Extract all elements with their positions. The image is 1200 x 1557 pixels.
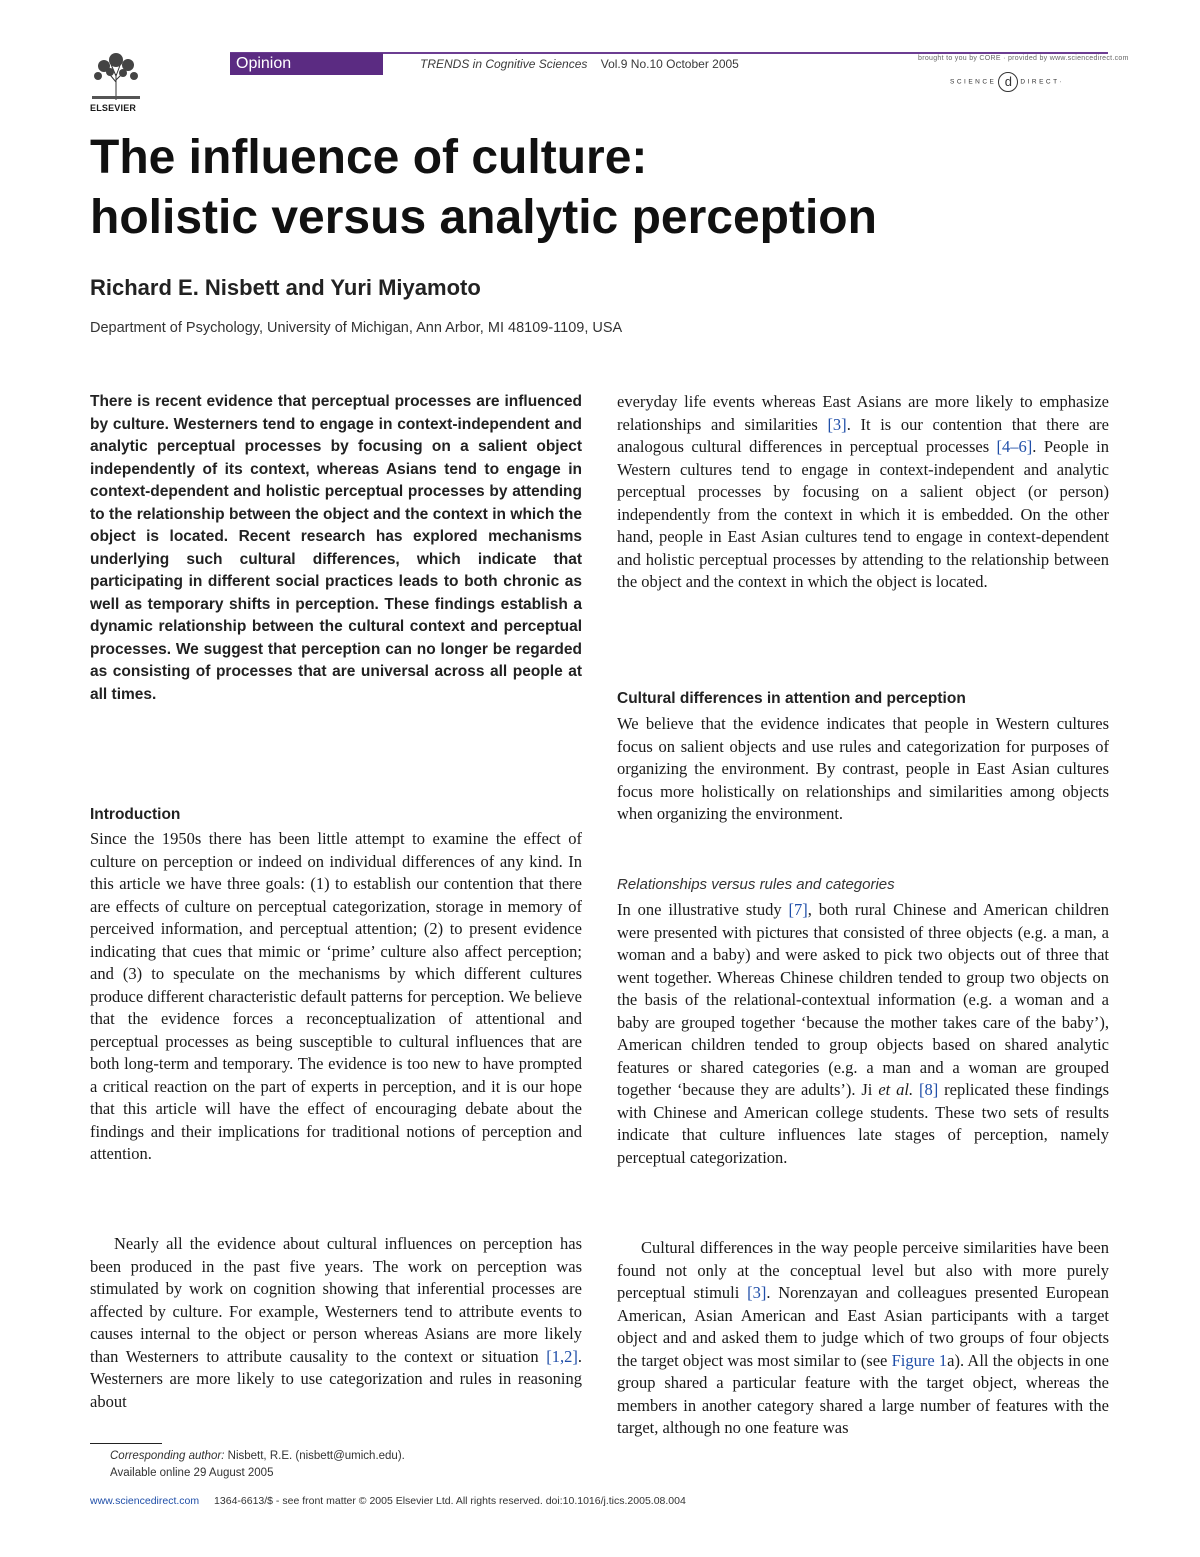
intro-paragraph-1: Since the 1950s there has been little attempt to examine the effect of culture on perception or indeed on individual differences of any kind. In this article we have three goals: (1) to establish our contention that there are effects of culture on perceptual categorization, storage in memory of perceived information, and perceptual attention; (2) to present evidence indicating that cues that mimic or ‘prime’ culture also affect perception; and (3) to speculate on the mechanisms by which different cultures produce different characteristic default patterns for perception. We believe that the evidence forces a reconceptualization of attentional and perceptual processes as being susceptible to cultural influences that are both long-term and temporary. The evidence is too new to have prompted a critical reaction on the part of experts in perception, and it is our hope that this article will have the effect of encouraging debate about the findings and their implications for traditional notions of perception and attention.: [90, 829, 582, 1163]
abstract: There is recent evidence that perceptual processes are influenced by culture. Westerners tend to engage in context-independent and analytic perceptual processes by focusing on a salient object independently of its context, whereas Asians tend to engage in context-dependent and holistic perceptual processes by attending to the relationship between the object and the context in which the object is located. Recent research has explored mechanisms underlying such cultural differences, which indicate that participating in different social practices leads to both chronic as well as temporary shifts in perception. These findings establish a dynamic relationship between the cultural context and perceptual processes. We suggest that perception can no longer be regarded as consisting of processes that are universal across all people at all times.: [90, 393, 582, 703]
footnote-rule: [90, 1443, 162, 1444]
sd-right-text: DIRECT·: [1020, 78, 1065, 86]
citation-link[interactable]: [3]: [827, 414, 847, 434]
right-paragraph-3: [617, 899, 1109, 1169]
et-al-text: et al.: [878, 1080, 914, 1099]
text-span: . People in Western cultures tend to engage in context-independent and analytic perceptual processes by focusing on a salient object (or person) independently from the context in which it is embedded. On the other hand, people in East Asian cultures tend to engage in context-dependent and holistic perceptual processes by attending to the relationship between the object and the context in which the object is located.: [617, 437, 1109, 591]
text-span: everyday life events whereas East Asians are more likely to emphasize relationships and similarities: [617, 392, 1109, 434]
text-span: replicated these findings with Chinese and American college students. These two sets of results indicate that culture influences late stages of perception, namely perceptual categorization.: [617, 1080, 1110, 1167]
intro-paragraph-2: [90, 1233, 582, 1413]
text-span: Nearly all the evidence about cultural influences on perception has been produced in the past five years. The work on perception was stimulated by work on cognition showing that inferential processes are affected by culture. For example, Westerners tend to attribute events to causes internal to the object or person whereas Asians are more likely than Westerners to attribute causality to the context or situation: [90, 1234, 582, 1366]
right-paragraph-4: [617, 1237, 1109, 1440]
text-span: a). All the objects in one group shared a particular feature with the target object, whereas the members in another category shared a large number of features with the target, although no one feature was: [617, 1350, 1109, 1437]
sciencedirect-url-link[interactable]: www.sciencedirect.com: [90, 1495, 200, 1507]
title-line-2: holistic versus analytic perception: [90, 191, 877, 244]
publisher-logo-text: ELSEVIER: [90, 103, 137, 113]
corresponding-author-note: [110, 1450, 405, 1462]
text-span: . Norenzayan and colleagues presented European American, Asian American and East Asian participants with a target object and and asked them to judge which of two groups of four objects the target object was most similar to (see: [617, 1283, 1109, 1370]
affiliation: Department of Psychology, University of Michigan, Ann Arbor, MI 48109-1109, USA: [90, 320, 623, 336]
footer-line: [90, 1495, 686, 1507]
text-span: , both rural Chinese and American children were presented with pictures that consisted of three objects (e.g. a man, a woman and a baby) and were asked to pick two objects out of three that went together. Whereas Chinese children tended to group two objects on the basis of the relational-contextual information (e.g. a woman and a baby are grouped together ‘because the mother takes care of the baby’), American children tended to group objects based on shared analytic features or shared categories (e.g. a man and a woman are grouped together ‘because they are adults’). Ji: [617, 900, 1109, 1099]
authors: Richard E. Nisbett and Yuri Miyamoto: [90, 275, 481, 300]
citation-link[interactable]: [3]: [747, 1283, 767, 1302]
provided-by-text: brought to you by CORE · provided by www.sciencedirect.com: [918, 55, 1129, 62]
text-span: . Westerners are more likely to use categorization and rules in reasoning about: [90, 1346, 582, 1411]
citation-link[interactable]: [7]: [788, 900, 808, 919]
available-online-note: Available online 29 August 2005: [110, 1467, 274, 1479]
right-paragraph-2: We believe that the evidence indicates that people in Western cultures focus on salient objects and use rules and categorization for purposes of organizing the environment. By contrast, people in East Asian cultures focus more holistically on relationships and similarities among objects when organizing the environment.: [617, 714, 1109, 823]
article-title: [90, 128, 1110, 248]
figure-link[interactable]: Figure 1: [891, 1350, 948, 1370]
footer-copyright: 1364-6613/$ - see front matter © 2005 Elsevier Ltd. All rights reserved. doi:10.1016/j.tics.2005.08.004: [214, 1495, 686, 1507]
footnote-label: Corresponding author:: [110, 1450, 225, 1462]
text-span: . It is our contention that there are analogous cultural differences in perceptual processes: [617, 414, 1109, 456]
sciencedirect-logo: [950, 72, 1064, 92]
journal-issue: Vol.9 No.10 October 2005: [600, 57, 739, 71]
footnote-text: Nisbett, R.E. (nisbett@umich.edu).: [227, 1450, 405, 1462]
sd-left-text: SCIENCE: [950, 78, 997, 86]
citation-link[interactable]: [4–6]: [996, 437, 1033, 456]
citation-link[interactable]: [8]: [919, 1080, 939, 1099]
section-tab: Opinion: [230, 53, 383, 75]
title-line-1: The influence of culture:: [90, 131, 648, 184]
text-span: In one illustrative study: [617, 900, 789, 919]
citation-link[interactable]: [1,2]: [546, 1346, 578, 1366]
subheading-relationships: Relationships versus rules and categories: [617, 876, 895, 893]
journal-line: [420, 57, 739, 71]
intro-heading: Introduction: [90, 806, 181, 823]
sd-at-icon: d: [998, 72, 1018, 92]
journal-name: TRENDS in Cognitive Sciences: [420, 57, 588, 71]
text-span: Cultural differences in the way people perceive similarities have been found not only at the conceptual level but also with more purely perceptual stimuli: [617, 1238, 1109, 1302]
right-paragraph-1: [617, 391, 1109, 594]
section-heading-cultural-differences: Cultural differences in attention and perception: [617, 690, 966, 707]
